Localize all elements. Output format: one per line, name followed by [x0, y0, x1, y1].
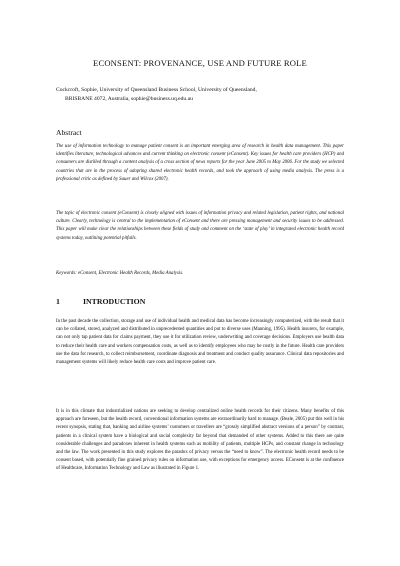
- author-affiliation-line2: BRISBANE 4072, Australia, sophie@business.uq.edu.au: [65, 96, 193, 102]
- section-heading: [56, 297, 145, 306]
- section-number: 1: [56, 297, 60, 306]
- intro-paragraph-1: In the past decade the collection, storage and use of individual health and medical data has become increasingly computerized, with the result that it can be collated, stored, analyzed and distributed in unprecedented quantities and put to diverse uses (Manning, 1995). Health insurers, for example, can not only tap patient data for claims payment, they use it for utilization review, underwriting and coverage decisions. Employers use health data to reduce their health care and workers compensation costs, as well as to identify employees who may be costly in the future. Health care providers use the data for research, to collect reimbursement, coordinate diagnosis and treatment and conduct quality assurance. Clinical data repositories and management systems will likely reduce health care costs and improve patient care.: [56, 319, 344, 366]
- abstract-paragraph-1: The use of information technology to manage patient consent is an important emerging area of research in health data management. This paper identifies literature, technological advances and current thinking on electronic consent (eConsent). Key issues for health care providers (HCP) and consumers are distilled through a content analysis of a cross section of news reports for the year June 2005 to May 2006. For the study we selected countries that are in the process of adopting shared electronic health records, and took the approach of using media analysis. The press is a professional critic as defined by Sauer and Wilcox (2007).: [56, 144, 344, 182]
- abstract-heading: Abstract: [56, 128, 82, 137]
- section-title: INTRODUCTION: [83, 297, 146, 306]
- intro-paragraph-2: It is in this climate that industrialized nations are seeking to develop centralized online health records for their citizens. Many benefits of this approach are foreseen, but the health record, conventional information systems are extraordinarily hard to manage. (Beale, 2005) put this well in his recent synopsis, stating that, banking and airline systems’ customers or travellers are “grossly simplified abstract versions of a person” by contrast, patients in a clinical system have a biological and social complexity far beyond that demanded of other systems. Added to this there are quite considerable challenges and paradoxes inherent in health systems such as mobility of patients, multiple HCPs, and constant change in technology and the law. The work presented in this study explores the paradox of privacy versus the “need to know”. The electronic health record needs to be consent based, with potentially fine grained privacy rules on information use, with exceptions for emergency access. EConsent is at the confluence of Healthcare, Information Technology and Law as illustrated in Figure 1.: [56, 409, 344, 472]
- author-block: [56, 86, 344, 104]
- keywords: Keywords: eConsent, Electronic Health Records, Media Analysis.: [56, 271, 184, 276]
- paper-title: ECONSENT: PROVENANCE, USE AND FUTURE ROLE: [93, 58, 307, 68]
- abstract-paragraph-2: The topic of electronic consent (eConsent) is closely aligned with issues of information privacy and related legislation, patient rights, and national culture. Clearly, technology is central to the implementation of eConsent and there are pressing management and security issues to be addressed. This paper will make clear the relationships between these fields of study and comment on the ‘state of play’ in integrated electronic health record systems today, outlining potential pitfalls.: [56, 211, 344, 241]
- author-affiliation-line1: Cockcroft, Sophie, University of Queensland Business School, University of Queensland,: [56, 87, 257, 93]
